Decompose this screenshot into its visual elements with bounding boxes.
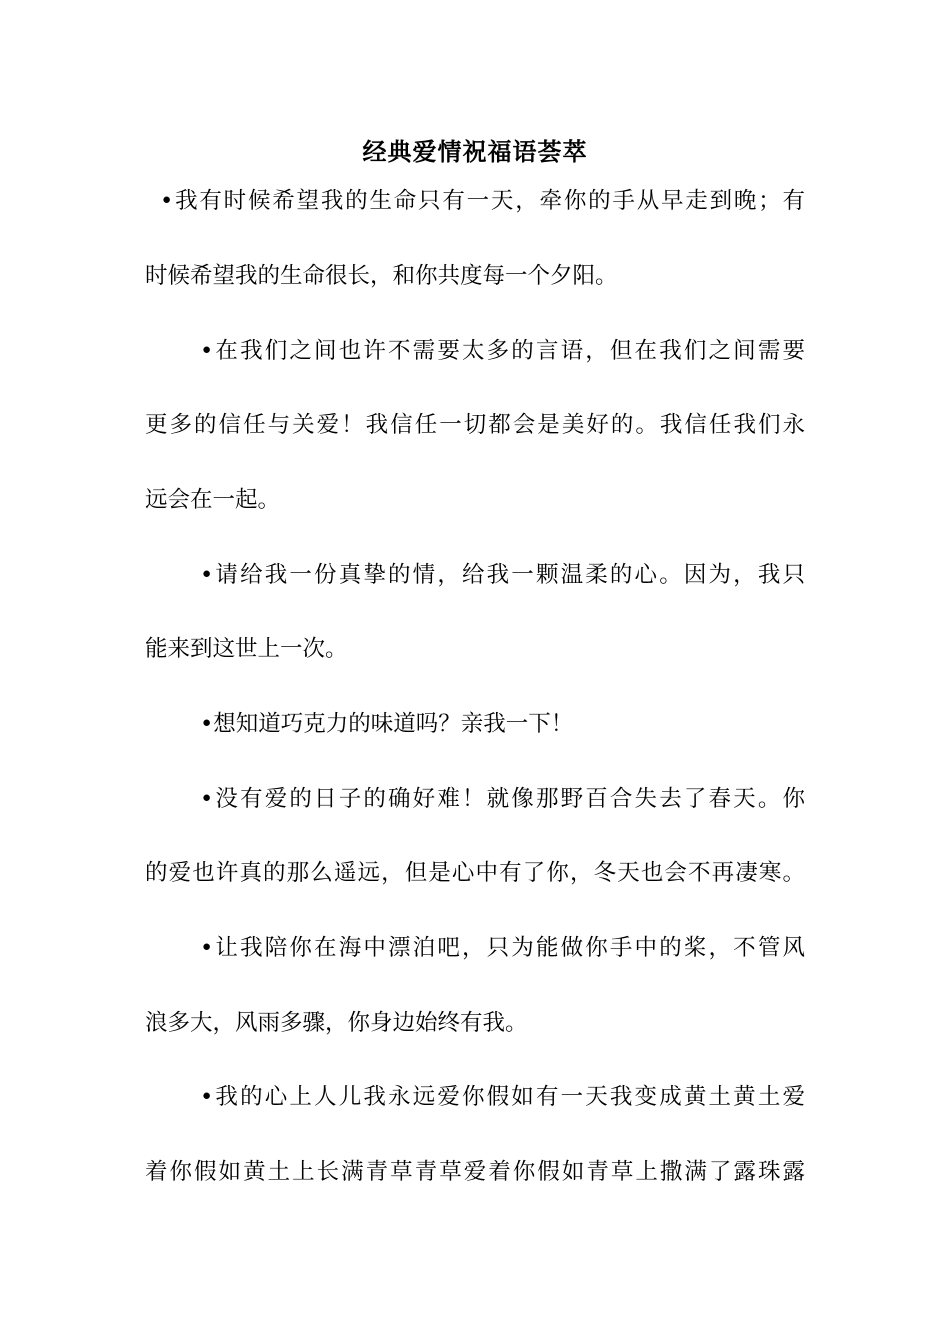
text-line: 更多的信任与关爱！我信任一切都会是美好的。我信任我们永 [145, 412, 805, 438]
text-line: 远会在一起。 [145, 487, 281, 513]
text-line: 浪多大，风雨多骤，你身边始终有我。 [145, 1010, 528, 1036]
text-line: •在我们之间也许不需要太多的言语，但在我们之间需要 [200, 338, 805, 364]
document-title: 经典爱情祝福语荟萃 [362, 137, 588, 166]
text-line: •让我陪你在海中漂泊吧，只为能做你手中的桨，不管风 [200, 935, 805, 961]
text-line: •请给我一份真挚的情，给我一颗温柔的心。因为，我只 [200, 562, 805, 588]
text-line: 时候希望我的生命很长，和你共度每一个夕阳。 [145, 263, 618, 289]
text-line: •想知道巧克力的味道吗？亲我一下！ [200, 711, 574, 737]
text-line: •我有时候希望我的生命只有一天，牵你的手从早走到晚；有 [160, 188, 805, 214]
text-line: 着你假如黄土上长满青草青草爱着你假如青草上撒满了露珠露 [145, 1159, 805, 1185]
text-line: 能来到这世上一次。 [145, 636, 348, 662]
text-line: •没有爱的日子的确好难！就像那野百合失去了春天。你 [200, 786, 805, 812]
text-line: •我的心上人儿我永远爱你假如有一天我变成黄土黄土爱 [200, 1084, 805, 1110]
text-line: 的爱也许真的那么遥远，但是心中有了你，冬天也会不再凄寒。 [145, 860, 805, 886]
